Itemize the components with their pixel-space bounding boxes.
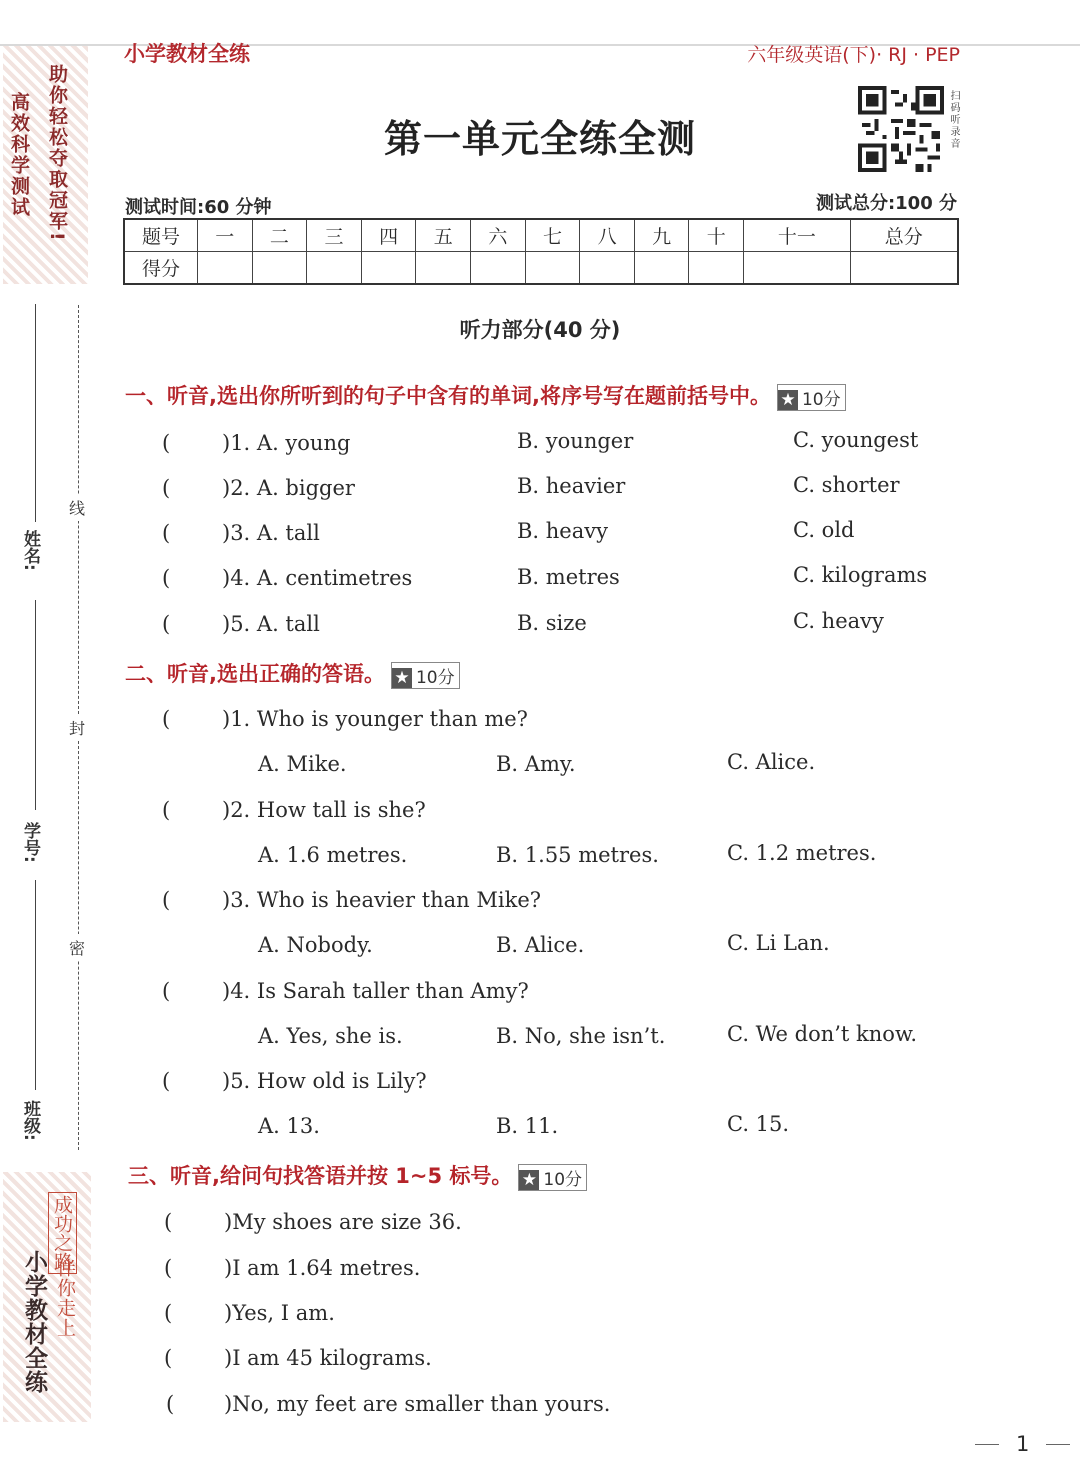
- question-text: )3. Who is heavier than Mike?: [222, 888, 542, 912]
- question-option-b: B. size: [517, 611, 587, 635]
- question-text: )5. How old is Lily?: [222, 1069, 427, 1093]
- option-b: B. 1.55 metres.: [496, 843, 659, 867]
- question-text: )2. How tall is she?: [222, 798, 426, 822]
- score-table: [123, 218, 959, 285]
- cut-word-seal: 封: [69, 714, 85, 741]
- qr-code-icon[interactable]: [858, 86, 944, 172]
- question-option-c: C. heavy: [793, 609, 884, 633]
- part2-points: 10分: [415, 667, 455, 688]
- answer-paren[interactable]: (: [162, 612, 171, 636]
- score-cell[interactable]: [744, 252, 850, 285]
- option-b: B. Alice.: [496, 933, 585, 957]
- answer-paren[interactable]: (: [162, 521, 171, 545]
- score-cell[interactable]: [307, 252, 362, 285]
- class-line: [35, 880, 36, 1090]
- score-table-score-row: [124, 252, 958, 285]
- answer-sentence: )I am 1.64 metres.: [224, 1256, 421, 1280]
- question-option-b: B. younger: [517, 429, 634, 453]
- score-col: 十一: [744, 219, 850, 252]
- question-option-a: )5. A. tall: [222, 612, 320, 636]
- publisher-logo: 小学教材全练: [124, 42, 250, 66]
- option-b: B. No, she isn’t.: [496, 1024, 666, 1048]
- answer-paren[interactable]: (: [162, 1069, 171, 1093]
- part2-title: [125, 658, 460, 689]
- score-cell[interactable]: [689, 252, 744, 285]
- answer-paren[interactable]: (: [166, 1392, 175, 1416]
- side-brand-tagline: 伴你走上: [54, 1258, 76, 1338]
- side-brand: 小学教材全练: [21, 1250, 47, 1394]
- option-a: A. Nobody.: [258, 933, 373, 957]
- cut-word-secret: 密: [69, 934, 85, 961]
- score-cell[interactable]: [471, 252, 526, 285]
- class-label: 班级:: [20, 1100, 40, 1141]
- score-cell[interactable]: [850, 252, 958, 285]
- score-col: 九: [634, 219, 689, 252]
- option-a: A. 13.: [258, 1114, 320, 1138]
- page-number-dash-right: [1046, 1444, 1070, 1445]
- part2-title-text: 二、听音,选出正确的答语。: [125, 662, 385, 686]
- star-icon: ★: [778, 390, 798, 410]
- side-badge: 成功之路: [48, 1192, 77, 1274]
- question-option-a: )2. A. bigger: [222, 476, 355, 500]
- score-table-header-row: [124, 219, 958, 252]
- question-option-c: C. old: [793, 518, 855, 542]
- answer-paren[interactable]: (: [162, 431, 171, 455]
- score-col: 十: [689, 219, 744, 252]
- answer-paren[interactable]: (: [162, 979, 171, 1003]
- star-icon: ★: [392, 668, 412, 688]
- score-col: 六: [471, 219, 526, 252]
- answer-paren[interactable]: (: [164, 1256, 173, 1280]
- question-text: )4. Is Sarah taller than Amy?: [222, 979, 529, 1003]
- question-option-b: B. heavy: [517, 519, 608, 543]
- part3-score-tag: [518, 1164, 587, 1191]
- question-option-c: C. kilograms: [793, 563, 928, 587]
- answer-sentence: )My shoes are size 36.: [224, 1210, 462, 1234]
- score-col: 总分: [850, 219, 958, 252]
- option-a: A. Yes, she is.: [258, 1024, 403, 1048]
- answer-sentence: )No, my feet are smaller than yours.: [224, 1392, 611, 1416]
- score-cell[interactable]: [198, 252, 253, 285]
- answer-paren[interactable]: (: [164, 1346, 173, 1370]
- option-b: B. Amy.: [496, 752, 576, 776]
- option-c: C. 15.: [727, 1112, 790, 1136]
- part3-title: [128, 1160, 587, 1191]
- part1-points: 10分: [801, 389, 841, 410]
- id-line: [35, 600, 36, 810]
- score-cell[interactable]: [580, 252, 635, 285]
- answer-paren[interactable]: (: [162, 476, 171, 500]
- part1-title-text: 一、听音,选出你所听到的句子中含有的单词,将序号写在题前括号中。: [125, 384, 771, 408]
- score-col: 七: [525, 219, 580, 252]
- option-c: C. We don’t know.: [727, 1022, 918, 1046]
- answer-sentence: )I am 45 kilograms.: [224, 1346, 432, 1370]
- question-option-a: )3. A. tall: [222, 521, 320, 545]
- part3-title-text: 三、听音,给问句找答语并按 1~5 标号。: [128, 1164, 513, 1188]
- question-option-a: )1. A. young: [222, 431, 351, 455]
- part1-score-tag: [777, 384, 846, 411]
- part1-title: [125, 380, 846, 411]
- answer-paren[interactable]: (: [162, 888, 171, 912]
- grade-label: 六年级英语(下)· RJ · PEP: [747, 44, 960, 66]
- option-c: C. 1.2 metres.: [727, 841, 877, 865]
- question-option-c: C. shorter: [793, 473, 900, 497]
- qr-caption: 扫码听录音: [948, 90, 959, 150]
- score-table-row1-label: 题号: [124, 219, 198, 252]
- listening-section-heading: 听力部分(40 分): [459, 318, 621, 342]
- test-time: 测试时间:60 分钟: [125, 197, 272, 218]
- score-cell[interactable]: [252, 252, 307, 285]
- question-option-c: C. youngest: [793, 428, 919, 452]
- id-label: 学号:: [20, 822, 40, 863]
- page-number-dash-left: [975, 1444, 999, 1445]
- score-cell[interactable]: [634, 252, 689, 285]
- page-title: 第一单元全练全测: [383, 117, 696, 161]
- option-a: A. 1.6 metres.: [258, 843, 408, 867]
- option-a: A. Mike.: [258, 752, 347, 776]
- option-c: C. Alice.: [727, 750, 816, 774]
- score-cell[interactable]: [416, 252, 471, 285]
- score-col: 八: [580, 219, 635, 252]
- score-col: 二: [252, 219, 307, 252]
- score-cell[interactable]: [361, 252, 416, 285]
- page-number: 1: [1016, 1432, 1030, 1456]
- question-option-b: B. metres: [517, 565, 620, 589]
- test-total-score: 测试总分:100 分: [815, 193, 957, 214]
- answer-paren[interactable]: (: [162, 707, 171, 731]
- question-option-a: )4. A. centimetres: [222, 566, 413, 590]
- score-col: 四: [361, 219, 416, 252]
- answer-paren[interactable]: (: [164, 1210, 173, 1234]
- name-label: 姓名:: [20, 530, 40, 571]
- option-b: B. 11.: [496, 1114, 559, 1138]
- answer-paren[interactable]: (: [162, 566, 171, 590]
- part2-score-tag: [391, 662, 460, 689]
- score-cell[interactable]: [525, 252, 580, 285]
- score-col: 三: [307, 219, 362, 252]
- answer-paren[interactable]: (: [164, 1301, 173, 1325]
- side-slogan-1: 高效科学测试: [8, 92, 30, 218]
- score-col: 一: [198, 219, 253, 252]
- side-slogan-2: 助你轻松夺取冠军!: [46, 64, 68, 243]
- option-c: C. Li Lan.: [727, 931, 830, 955]
- question-option-b: B. heavier: [517, 474, 626, 498]
- cut-word-line: 线: [69, 494, 85, 521]
- question-text: )1. Who is younger than me?: [222, 707, 528, 731]
- part3-points: 10分: [543, 1169, 583, 1190]
- score-col: 五: [416, 219, 471, 252]
- star-icon: ★: [519, 1170, 539, 1190]
- answer-paren[interactable]: (: [162, 798, 171, 822]
- score-table-row2-label: 得分: [124, 252, 198, 285]
- answer-sentence: )Yes, I am.: [224, 1301, 335, 1325]
